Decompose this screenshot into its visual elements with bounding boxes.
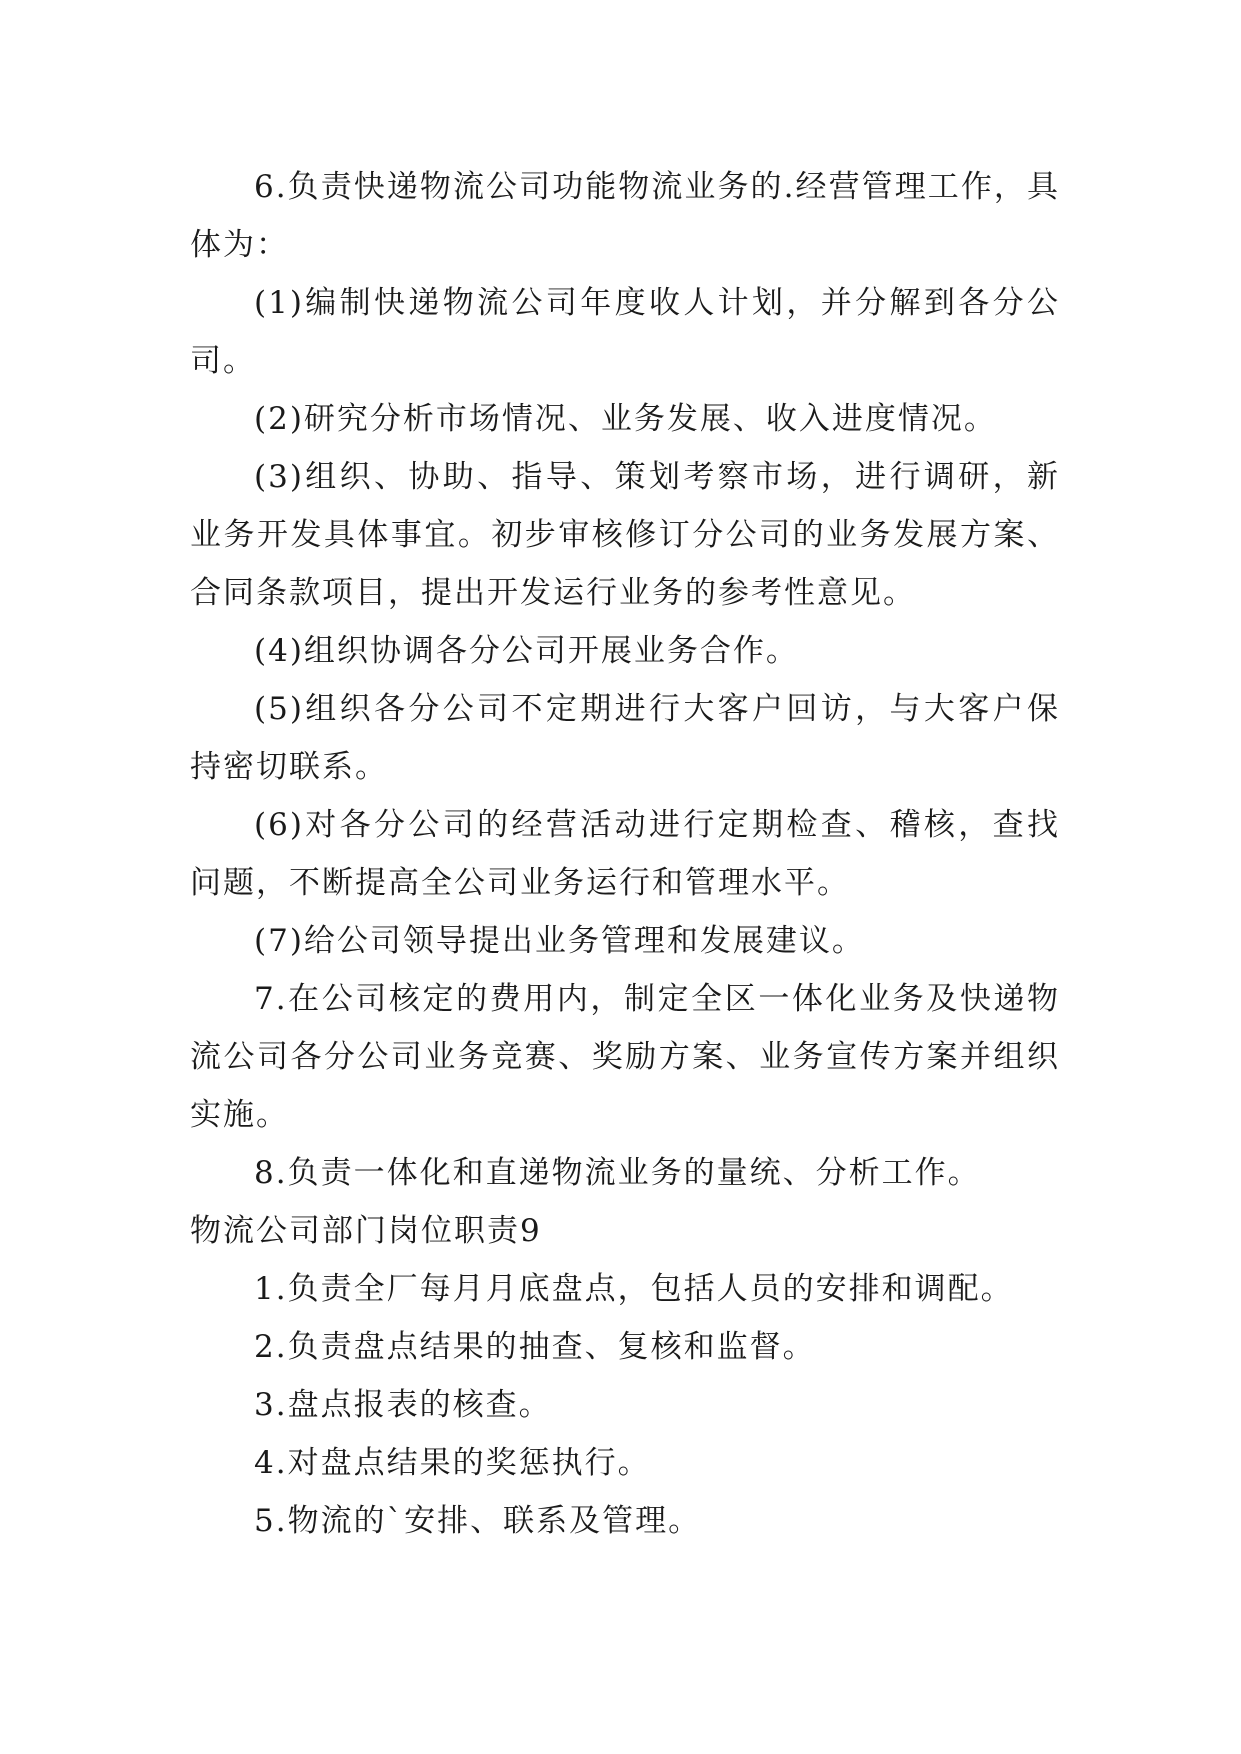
section-item-5: 5.物流的`安排、联系及管理。 [254,1503,702,1539]
paragraph-item-5: (5)组织各分公司不定期进行大客户回访，与大客户保持密切联系。 [190,691,1060,785]
paragraph-item-7: (7)给公司领导提出业务管理和发展建议。 [254,923,865,959]
section-item-1: 1.负责全厂每月月底盘点，包括人员的安排和调配。 [254,1271,1014,1307]
section-item-2: 2.负责盘点结果的抽查、复核和监督。 [254,1329,816,1365]
document-body [190,158,1060,1550]
paragraph-item-6: (6)对各分公司的经营活动进行定期检查、稽核，查找问题，不断提高全公司业务运行和管理水平。 [190,807,1060,901]
section-title: 物流公司部门岗位职责9 [190,1213,542,1249]
section-item-3: 3.盘点报表的核查。 [254,1387,552,1423]
paragraph-duty-6: 6.负责快递物流公司功能物流业务的.经营管理工作，具体为： [190,169,1060,263]
paragraph-duty-7: 7.在公司核定的费用内，制定全区一体化业务及快递物流公司各分公司业务竞赛、奖励方案、业务宣传方案并组织实施。 [190,981,1060,1133]
paragraph-duty-8: 8.负责一体化和直递物流业务的量统、分析工作。 [254,1155,981,1191]
paragraph-item-1: (1)编制快递物流公司年度收人计划，并分解到各分公司。 [190,285,1060,379]
section-item-4: 4.对盘点结果的奖惩执行。 [254,1445,651,1481]
paragraph-item-3: (3)组织、协助、指导、策划考察市场，进行调研，新业务开发具体事宜。初步审核修订分公司的业务发展方案、合同条款项目，提出开发运行业务的参考性意见。 [190,459,1060,611]
paragraph-item-4: (4)组织协调各分公司开展业务合作。 [254,633,799,669]
paragraph-item-2: (2)研究分析市场情况、业务发展、收入进度情况。 [254,401,997,437]
